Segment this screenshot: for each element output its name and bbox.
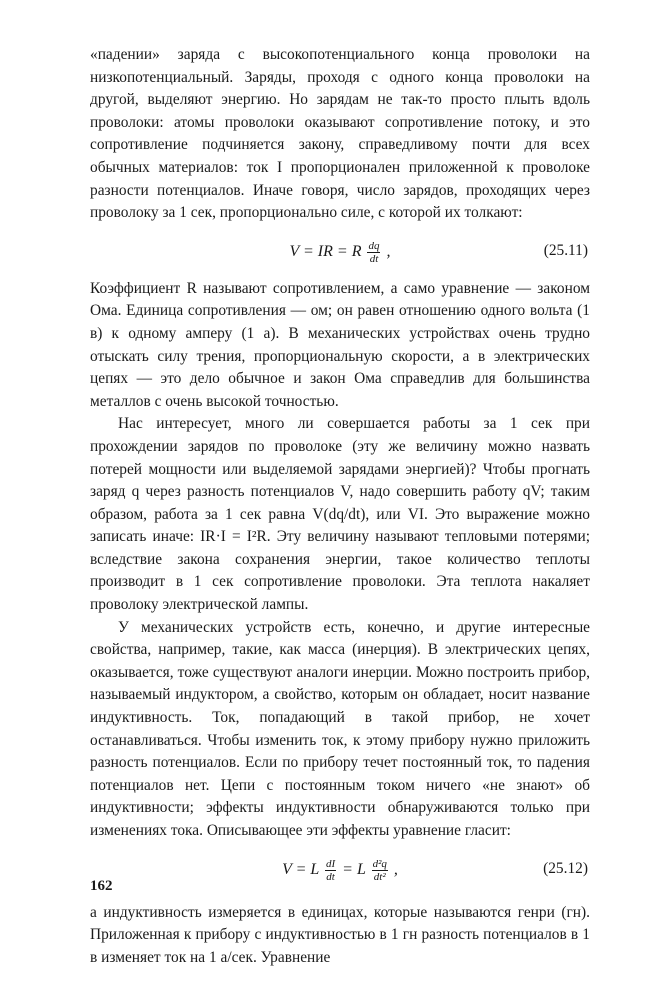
equation-middle: = L xyxy=(342,860,366,878)
fraction-denominator: dt xyxy=(326,870,335,883)
equation-formula xyxy=(90,858,590,883)
fraction xyxy=(372,858,388,883)
fraction-numerator: dq xyxy=(368,239,380,252)
equation-tail: , xyxy=(386,242,391,260)
paragraph-2: Коэффициент R называют сопротивлением, а само уравнение — законом Ома. Единица сопротивления — ом; он равен отношению одного вольта (1 в) к одному амперу (1 а). В механических устройствах очень трудно отыскать силу трения, пропорциональную скорости, а в электрических цепях — это дело обычное и закон Ома справедлив для большинства металлов с очень высокой точностью. xyxy=(90,279,590,410)
equation-lhs: V = L xyxy=(282,860,319,878)
fraction xyxy=(367,240,380,265)
page-body xyxy=(90,44,590,969)
equation-formula xyxy=(90,240,590,265)
equation-tail: , xyxy=(393,860,398,878)
equation-number: (25.11) xyxy=(543,241,588,259)
equation-25-12 xyxy=(90,846,590,902)
equation-lhs: V = IR = R xyxy=(289,242,362,260)
paragraph-5: а индуктивность измеряется в единицах, которые называются генри (гн). Приложенная к прибору с индуктивностью в 1 гн разность потенциалов в 1 в изменяет ток на 1 а/сек. Уравнение xyxy=(90,903,590,966)
page-number: 162 xyxy=(90,878,113,894)
equation-25-11 xyxy=(90,228,590,278)
fraction xyxy=(325,858,336,883)
paragraph-4: У механических устройств есть, конечно, и другие интересные свойства, например, такие, как масса (инерция). В электрических цепях, оказывается, тоже существуют аналоги инерции. Можно построить прибор, называемый индуктором, а свойство, которым он обладает, носит название индуктивность. Ток, попадающий в такой прибор, не хочет останавливаться. Чтобы изменить ток, к этому прибору нужно приложить разность потенциалов. Если по прибору течет постоянный ток, то падения потенциалов нет. Цепи с постоянным током ничего «не знают» об индуктивности; эффекты индуктивности обнаруживаются только при изменениях тока. Описывающее эти эффекты уравнение гласит: xyxy=(90,618,590,839)
fraction-numerator: d²q xyxy=(372,857,387,870)
fraction-denominator: dt xyxy=(369,252,379,265)
paragraph-3: Нас интересует, много ли совершается работы за 1 сек при прохождении зарядов по проволоке (эту же величину можно назвать потерей мощности или выделяемой зарядами энергией)? Чтобы прогнать заряд q через разность потенциалов V, надо совершить работу qV; таким образом, работа за 1 сек равна V(dq/dt), или VI. Это выражение можно записать иначе: IR·I = I²R. Эту величину называют тепловыми потерями; вследствие закона сохранения энергии, такое количество теплоты производит в 1 сек сопротивление проволоки. Эта теплота накаляет проволоку электрической лампы. xyxy=(90,415,590,614)
fraction-numerator: dI xyxy=(326,857,336,870)
fraction-denominator: dt² xyxy=(373,870,386,883)
equation-number: (25.12) xyxy=(543,859,588,877)
paragraph-1: «падении» заряда с высокопотенциального конца проволоки на низкопотенциальный. Заряды, проходя с одного конца проволоки на другой, выделяют энергию. Но зарядам не так-то просто плыть вдоль проволоки: атомы проволоки оказывают сопротивление потоку, и это сопротивление подчиняется закону, справедливому почти для всех обычных материалов: ток I пропорционален приложенной к проволоке разности потенциалов. Иначе говоря, число зарядов, проходящих через проволоку за 1 сек, пропорционально силе, с которой их толкают: xyxy=(90,46,590,222)
